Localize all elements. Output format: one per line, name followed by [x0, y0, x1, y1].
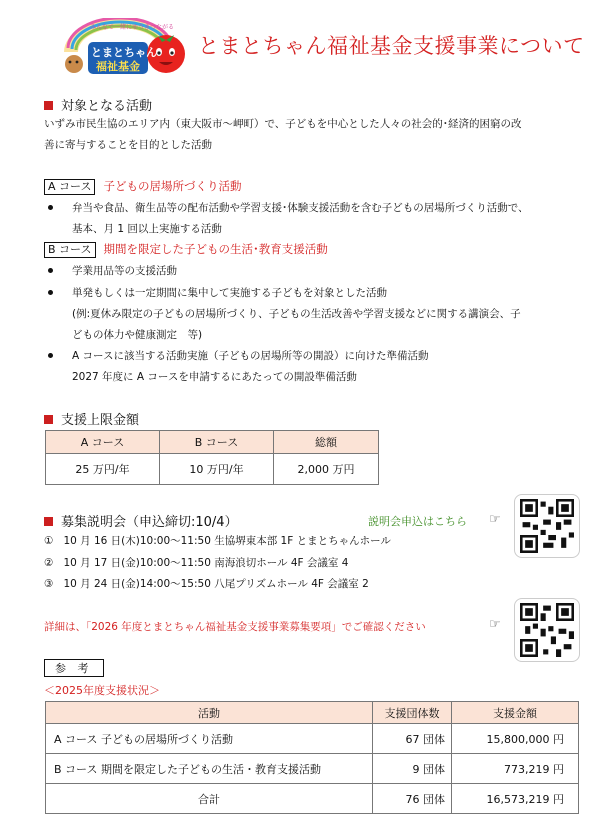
course-a-heading: A コース 子どもの居場所づくり活動 — [44, 178, 241, 195]
table-row: B コース 期間を限定した子どもの生活・教育支援活動 9 団体 773,219 円 — [46, 754, 579, 784]
fund-logo — [58, 18, 188, 78]
table-total-row: 合計 76 団体 16,573,219 円 — [46, 784, 579, 814]
square-bullet-icon — [44, 415, 53, 424]
pointing-hand-icon: ☞ — [489, 512, 501, 527]
course-a-bullet1-line1: 弁当や食品、衛生品等の配布活動や学習支援･体験支援活動を含む子どもの居場所づくり活動で、 — [72, 202, 529, 214]
limit-header-total: 総額 — [274, 431, 379, 454]
bullet-icon — [48, 268, 53, 273]
course-b-heading: B コース 期間を限定した子どもの生活･教育支援活動 — [44, 241, 328, 258]
limit-header-b: B コース — [160, 431, 274, 454]
course-b-bullet3-note: 2027 年度に A コースを申請するにあたっての開設準備活動 — [72, 371, 357, 383]
session-3: ③ 10 月 24 日(金)14:00～15:50 八尾プリズムホール 4F 会議室 2 — [44, 578, 369, 590]
status-header-amount: 支援金額 — [452, 702, 579, 724]
course-b-badge: B コース — [44, 242, 96, 258]
pointing-hand-icon: ☞ — [489, 617, 501, 632]
logo-sub-text: 福祉基金 — [96, 60, 140, 73]
target-description-line1: いずみ市民生協のエリア内（東大阪市～岬町）で、子どもを中心とした人々の社会的･経済的困窮の改 — [44, 118, 522, 130]
session-1: ① 10 月 16 日(木)10:00～11:50 生協堺東本部 1F とまとちゃんホール — [44, 535, 391, 547]
limit-value-b: 10 万円/年 — [160, 454, 274, 485]
limit-table — [45, 430, 379, 485]
course-b-bullet3: A コースに該当する活動実施（子どもの居場所等の開設）に向けた準備活動 — [72, 350, 429, 362]
support-status-table — [45, 701, 579, 814]
course-a-bullet1-line2: 基本、月 1 回以上実施する活動 — [72, 223, 222, 235]
page-title: とまとちゃん福祉基金支援事業について — [198, 34, 585, 58]
square-bullet-icon — [44, 517, 53, 526]
target-description-line2: 善に寄与することを目的とした活動 — [44, 139, 212, 151]
course-b-bullet2-note1: (例:夏休み限定の子どもの居場所づくり、子どもの生活改善や学習支援などに関する講演会、子 — [72, 308, 521, 320]
reference-label: 参 考 — [44, 659, 104, 677]
section-heading-limit: 支援上限金額 — [44, 409, 139, 428]
details-note: 詳細は、「2026 年度とまとちゃん福祉基金支援事業募集要項」でご確認ください — [44, 621, 426, 633]
limit-value-a: 25 万円/年 — [46, 454, 160, 485]
qr-code-icon[interactable] — [514, 598, 580, 662]
briefing-apply-link[interactable]: 説明会申込はこちら — [368, 515, 467, 528]
table-row: A コース 子どもの居場所づくり活動 67 団体 15,800,000 円 — [46, 724, 579, 754]
course-b-bullet2: 単発もしくは一定期間に集中して実施する子どもを対象とした活動 — [72, 287, 387, 299]
bullet-icon — [48, 205, 53, 210]
logo-main-text: とまとちゃん — [91, 46, 157, 59]
status-header-activity: 活動 — [46, 702, 373, 724]
section-heading-briefing: 募集説明会（申込締切:10/4） — [44, 511, 238, 530]
limit-header-a: A コース — [46, 431, 160, 454]
session-2: ② 10 月 17 日(金)10:00～11:50 南海浪切ホール 4F 会議室 4 — [44, 557, 349, 569]
bullet-icon — [48, 353, 53, 358]
course-b-bullet2-note2: どもの体力や健康測定 等) — [72, 329, 203, 341]
course-b-bullet1: 学業用品等の支援活動 — [72, 265, 177, 277]
bullet-icon — [48, 290, 53, 295]
qr-code-icon[interactable] — [514, 494, 580, 558]
limit-value-total: 2,000 万円 — [274, 454, 379, 485]
reference-subtitle: ＜2025年度支援状況＞ — [44, 684, 160, 697]
course-a-badge: A コース — [44, 179, 95, 195]
section-heading-target: 対象となる活動 — [44, 95, 152, 114]
square-bullet-icon — [44, 101, 53, 110]
logo-tagline: みんなで一緒にゆうきつながる — [90, 24, 175, 31]
status-header-groups: 支援団体数 — [373, 702, 452, 724]
